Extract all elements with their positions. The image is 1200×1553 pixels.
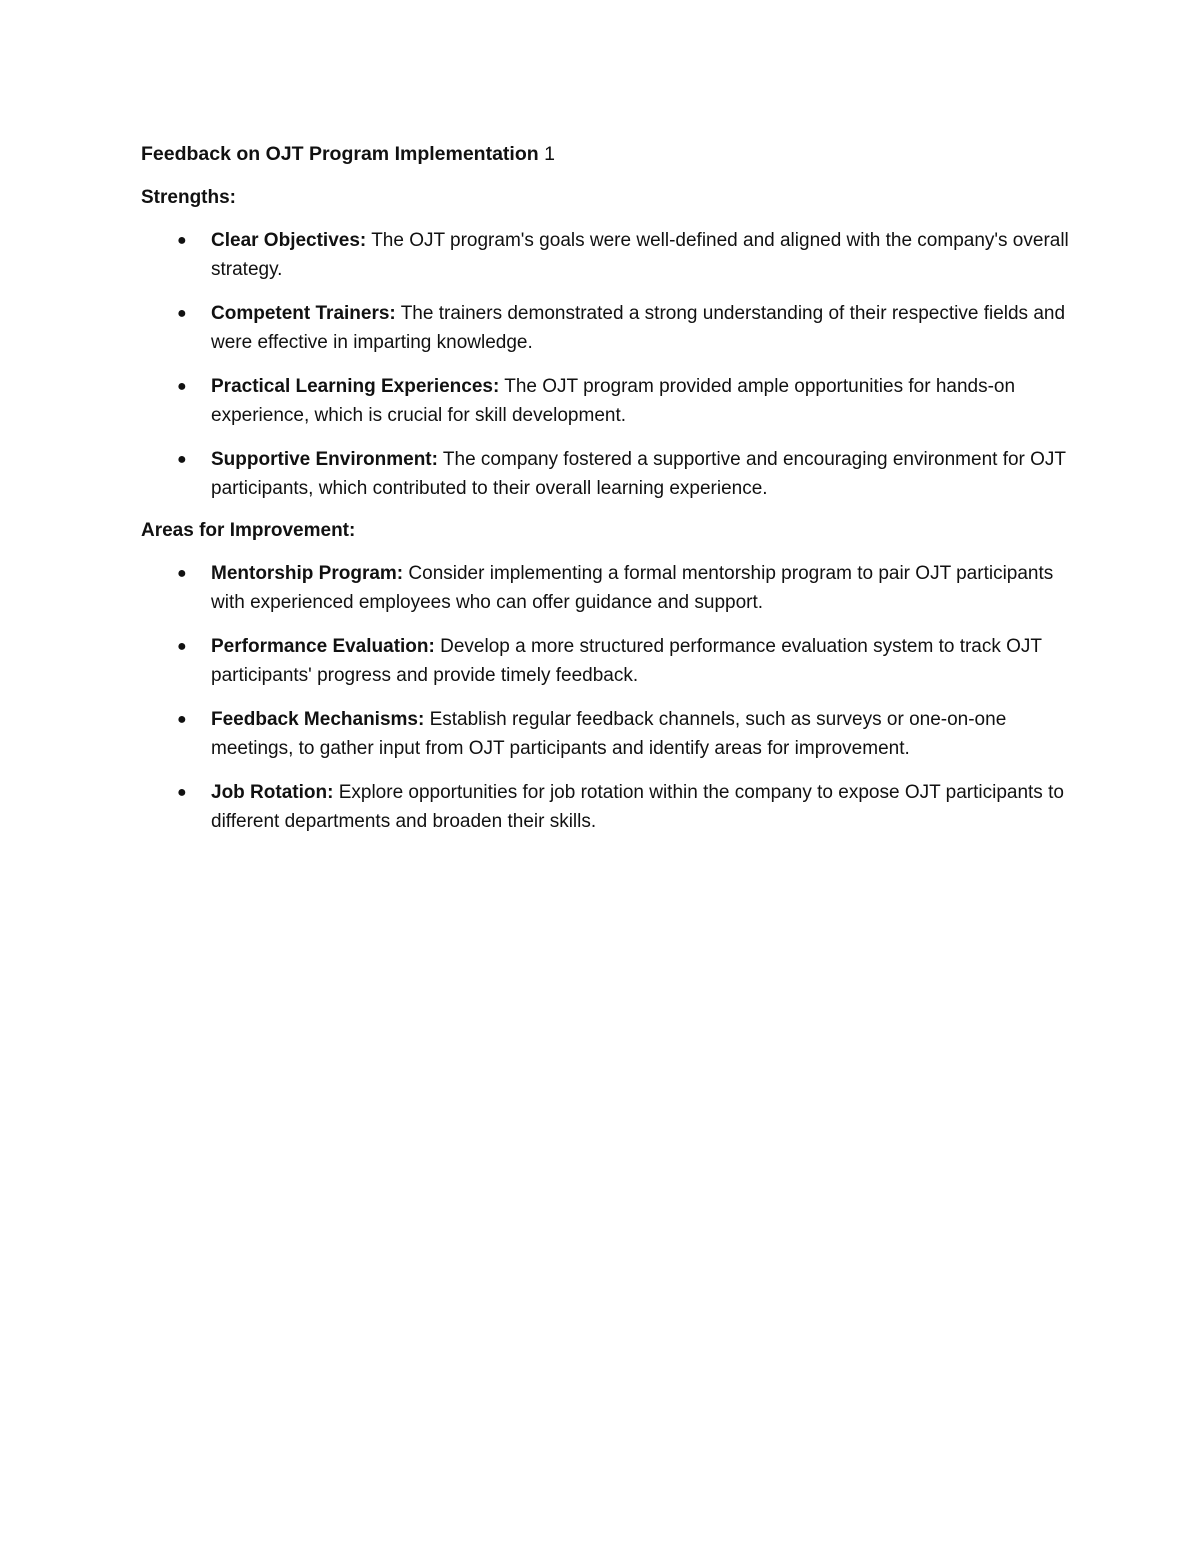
section-heading-strengths: Strengths: xyxy=(141,187,236,208)
item-text: The trainers demonstrated a strong understanding of their respective fields and were effective in imparting knowledge. xyxy=(211,303,1066,353)
item-term: Clear Objectives: xyxy=(211,230,367,251)
document-title xyxy=(141,140,1071,169)
item-term: Practical Learning Experiences: xyxy=(211,376,500,397)
bullet-icon: ● xyxy=(177,451,187,468)
item-term: Feedback Mechanisms: xyxy=(211,709,425,730)
strengths-list xyxy=(141,226,1071,503)
bullet-icon: ● xyxy=(177,638,187,655)
bullet-icon: ● xyxy=(177,378,187,395)
item-term: Performance Evaluation: xyxy=(211,636,435,657)
list-item xyxy=(141,632,1071,690)
bullet-icon: ● xyxy=(177,305,187,322)
item-text: Consider implementing a formal mentorship program to pair OJT participants with experienced employees who can offer guidance and support. xyxy=(211,563,1054,613)
item-term: Supportive Environment: xyxy=(211,449,438,470)
item-text: The company fostered a supportive and encouraging environment for OJT participants, which contributed to their overall learning experience. xyxy=(211,449,1066,499)
document-body xyxy=(141,140,1071,849)
list-item xyxy=(141,445,1071,503)
item-text: The OJT program's goals were well-defined and aligned with the company's overall strategy. xyxy=(211,230,1069,280)
list-item xyxy=(141,559,1071,617)
list-item xyxy=(141,705,1071,763)
list-item xyxy=(141,778,1071,836)
list-item xyxy=(141,226,1071,284)
item-term: Mentorship Program: xyxy=(211,563,404,584)
list-item xyxy=(141,299,1071,357)
item-text: Develop a more structured performance evaluation system to track OJT participants' progress and provide timely feedback. xyxy=(211,636,1042,686)
bullet-icon: ● xyxy=(177,784,187,801)
bullet-icon: ● xyxy=(177,711,187,728)
bullet-icon: ● xyxy=(177,565,187,582)
item-term: Competent Trainers: xyxy=(211,303,396,324)
improvement-list xyxy=(141,559,1071,836)
bullet-icon: ● xyxy=(177,232,187,249)
document-title-number: 1 xyxy=(544,143,555,165)
item-text: The OJT program provided ample opportunities for hands-on experience, which is crucial for skill development. xyxy=(211,376,1016,426)
item-text: Establish regular feedback channels, such as surveys or one-on-one meetings, to gather input from OJT participants and identify areas for improvement. xyxy=(211,709,1007,759)
list-item xyxy=(141,372,1071,430)
item-text: Explore opportunities for job rotation within the company to expose OJT participants to different departments and broaden their skills. xyxy=(211,782,1064,832)
section-heading-areas-for-improvement: Areas for Improvement: xyxy=(141,520,356,541)
item-term: Job Rotation: xyxy=(211,782,334,803)
document-title-text: Feedback on OJT Program Implementation xyxy=(141,143,539,165)
